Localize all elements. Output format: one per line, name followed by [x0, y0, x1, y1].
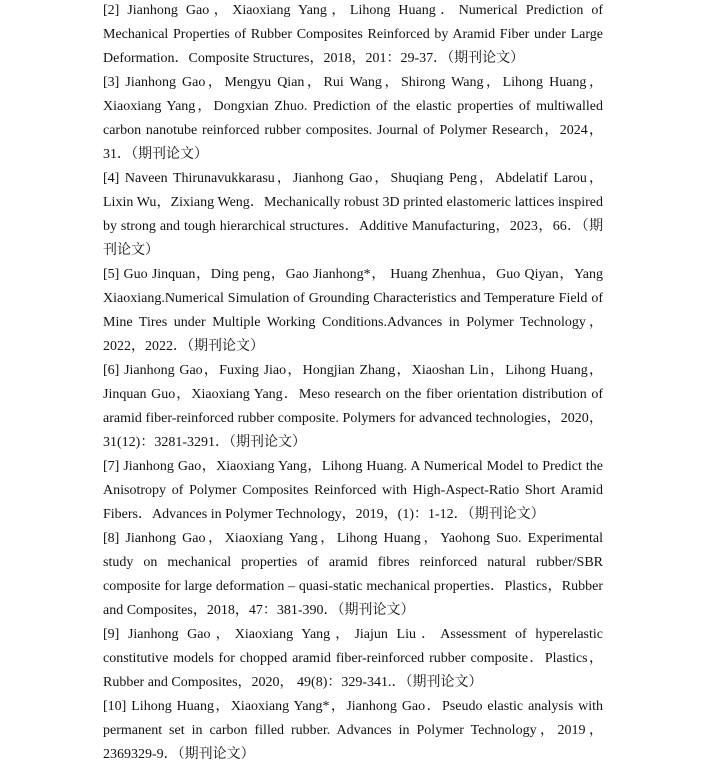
- reference-item-3: [3] Jianhong Gao，Mengyu Qian，Rui Wang，Shirong Wang，Lihong Huang，Xiaoxiang Yang，Dongxian Zhuo. Prediction of the elastic properties of multiwalled carbon nanotube reinforced rubber composites. Journal of Polymer Research，2024，31．（期刊论文）: [103, 75, 603, 162]
- reference-item-10: [10] Lihong Huang，Xiaoxiang Yang*，Jianhong Gao．Pseudo elastic analysis with permanent set in carbon filled rubber. Advances in Polymer Technology，2019，2369329-9．（期刊论文）: [103, 699, 603, 762]
- reference-item-2: [2] Jianhong Gao，Xiaoxiang Yang，Lihong Huang．Numerical Prediction of Mechanical Properties of Rubber Composites Reinforced by Aramid Fiber under Large Deformation．Composite Structures，2018，201：29-37．（期刊论文）: [103, 3, 603, 66]
- reference-item-7: [7] Jianhong Gao，Xiaoxiang Yang，Lihong Huang. A Numerical Model to Predict the Anisotropy of Polymer Composites Reinforced with High-Aspect-Ratio Short Aramid Fibers．Advances in Polymer Technology，2019，(1)：1-12．（期刊论文）: [103, 459, 603, 522]
- reference-list: [103, 0, 603, 767]
- reference-item-5: [5] Guo Jinquan，Ding peng，Gao Jianhong*， Huang Zhenhua，Guo Qiyan，Yang Xiaoxiang.Numerical Simulation of Grounding Characteristics and Temperature Field of Mine Tires under Multiple Working Conditions.Advances in Polymer Technology，2022，2022．（期刊论文）: [103, 267, 603, 354]
- reference-item-6: [6] Jianhong Gao，Fuxing Jiao，Hongjian Zhang，Xiaoshan Lin，Lihong Huang，Jinquan Guo，Xiaoxiang Yang．Meso research on the fiber orientation distribution of aramid fiber-reinforced rubber composite. Polymers for advanced technologies，2020，31(12)：3281-3291．（期刊论文）: [103, 363, 603, 450]
- reference-item-9: [9] Jianhong Gao，Xiaoxiang Yang，Jiajun Liu．Assessment of hyperelastic constitutive models for chopped aramid fiber-reinforced rubber composite．Plastics，Rubber and Composites，2020， 49(8)：329-341.．（期刊论文）: [103, 627, 603, 690]
- document-page: [103, 0, 603, 767]
- reference-item-4: [4] Naveen Thirunavukkarasu，Jianhong Gao，Shuqiang Peng，Abdelatif Larou，Lixin Wu，Zixiang Weng．Mechanically robust 3D printed elastomeric lattices inspired by strong and tough hierarchical structures．Additive Manufacturing，2023，66．（期刊论文）: [103, 171, 603, 258]
- reference-item-8: [8] Jianhong Gao，Xiaoxiang Yang，Lihong Huang，Yaohong Suo. Experimental study on mechanical properties of aramid fibres reinforced natural rubber/SBR composite for large deformation – quasi-static mechanical properties．Plastics，Rubber and Composites，2018，47：381-390．（期刊论文）: [103, 531, 603, 618]
